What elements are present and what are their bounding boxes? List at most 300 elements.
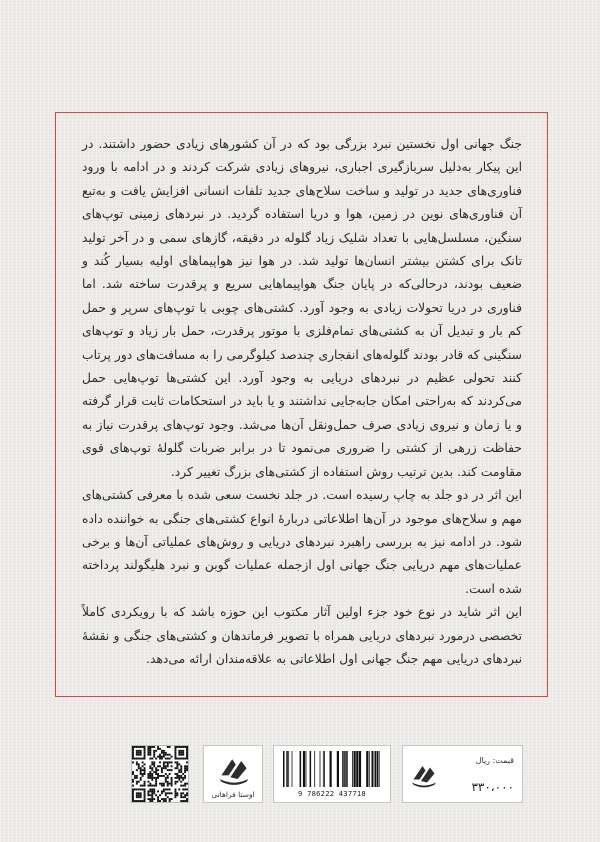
- qr-module: [140, 779, 142, 781]
- qr-module: [140, 785, 142, 787]
- qr-module: [167, 761, 169, 763]
- qr-module: [157, 748, 159, 750]
- barcode-bar: [314, 751, 315, 787]
- qr-module: [138, 788, 140, 790]
- qr-module: [147, 785, 149, 787]
- qr-module: [132, 758, 134, 760]
- qr-module: [174, 752, 176, 754]
- qr-module: [174, 756, 176, 758]
- qr-module: [151, 773, 153, 775]
- qr-module: [144, 771, 146, 773]
- qr-module: [138, 754, 140, 756]
- qr-module: [155, 785, 157, 787]
- qr-module: [151, 767, 153, 769]
- qr-module: [169, 769, 171, 771]
- qr-module: [153, 752, 155, 754]
- qr-module: [176, 775, 178, 777]
- publisher-logo-box: [203, 745, 263, 803]
- qr-module: [186, 758, 188, 760]
- qr-module: [136, 761, 138, 763]
- qr-module: [159, 794, 161, 796]
- qr-module: [149, 771, 151, 773]
- qr-module: [144, 790, 146, 792]
- barcode-bar: [324, 751, 325, 787]
- qr-module: [182, 750, 184, 752]
- qr-module: [174, 794, 176, 796]
- qr-module: [132, 750, 134, 752]
- qr-module: [153, 746, 155, 748]
- barcode-bars: [283, 751, 383, 787]
- qr-module: [147, 777, 149, 779]
- qr-module: [165, 788, 167, 790]
- qr-module: [132, 800, 134, 802]
- qr-module: [136, 794, 138, 796]
- qr-module: [184, 794, 186, 796]
- qr-module: [184, 746, 186, 748]
- barcode-bar: [369, 751, 370, 787]
- qr-module: [178, 777, 180, 779]
- qr-module: [171, 798, 173, 800]
- qr-module: [161, 790, 163, 792]
- qr-module: [149, 765, 151, 767]
- qr-module: [142, 785, 144, 787]
- qr-module: [144, 754, 146, 756]
- qr-module: [180, 767, 182, 769]
- qr-module: [151, 792, 153, 794]
- qr-module: [163, 754, 165, 756]
- qr-module: [169, 754, 171, 756]
- qr-module: [157, 756, 159, 758]
- qr-module: [178, 754, 180, 756]
- qr-module: [171, 769, 173, 771]
- qr-module: [153, 765, 155, 767]
- qr-module: [144, 752, 146, 754]
- qr-module: [140, 794, 142, 796]
- qr-module: [144, 800, 146, 802]
- qr-module: [159, 758, 161, 760]
- qr-module: [142, 773, 144, 775]
- qr-module: [180, 794, 182, 796]
- qr-module: [178, 788, 180, 790]
- qr-module: [169, 800, 171, 802]
- qr-module: [184, 777, 186, 779]
- qr-module: [174, 796, 176, 798]
- qr-module: [155, 767, 157, 769]
- qr-module: [159, 754, 161, 756]
- qr-module: [157, 790, 159, 792]
- qr-module: [180, 792, 182, 794]
- barcode-bar: [292, 751, 293, 787]
- qr-module: [142, 788, 144, 790]
- qr-module: [163, 761, 165, 763]
- qr-module: [151, 769, 153, 771]
- qr-module: [144, 763, 146, 765]
- qr-module: [132, 781, 134, 783]
- qr-module: [147, 798, 149, 800]
- qr-module: [161, 775, 163, 777]
- qr-module: [174, 750, 176, 752]
- qr-module: [182, 792, 184, 794]
- qr-module: [138, 763, 140, 765]
- qr-module: [182, 754, 184, 756]
- qr-module: [167, 788, 169, 790]
- qr-module: [180, 769, 182, 771]
- qr-module: [171, 792, 173, 794]
- qr-module: [171, 783, 173, 785]
- qr-module: [140, 752, 142, 754]
- qr-module: [132, 779, 134, 781]
- qr-module: [178, 750, 180, 752]
- qr-module: [186, 767, 188, 769]
- qr-module: [144, 748, 146, 750]
- qr-module: [169, 792, 171, 794]
- qr-module: [132, 798, 134, 800]
- qr-module: [169, 773, 171, 775]
- qr-module: [147, 794, 149, 796]
- qr-module: [136, 781, 138, 783]
- qr-module: [184, 788, 186, 790]
- qr-module: [174, 748, 176, 750]
- qr-module: [165, 798, 167, 800]
- qr-module: [178, 775, 180, 777]
- qr-module: [144, 792, 146, 794]
- qr-module: [176, 763, 178, 765]
- qr-module: [157, 773, 159, 775]
- qr-module: [136, 788, 138, 790]
- qr-module: [136, 796, 138, 798]
- qr-module: [149, 777, 151, 779]
- qr-module: [157, 775, 159, 777]
- qr-module: [161, 783, 163, 785]
- qr-module: [144, 785, 146, 787]
- qr-module: [151, 775, 153, 777]
- back-cover-blurb: [82, 133, 522, 671]
- qr-module: [144, 798, 146, 800]
- barcode-bar: [286, 751, 288, 787]
- publisher-logo-icon: [216, 752, 252, 788]
- qr-module: [159, 761, 161, 763]
- qr-module: [144, 767, 146, 769]
- qr-module: [138, 765, 140, 767]
- qr-module: [138, 758, 140, 760]
- qr-module: [142, 769, 144, 771]
- qr-module: [186, 798, 188, 800]
- qr-module: [178, 771, 180, 773]
- qr-module: [174, 761, 176, 763]
- barcode-bar: [337, 751, 339, 787]
- qr-module: [144, 773, 146, 775]
- qr-module: [169, 761, 171, 763]
- qr-module: [178, 752, 180, 754]
- qr-module: [182, 800, 184, 802]
- qr-module: [155, 779, 157, 781]
- qr-module: [132, 790, 134, 792]
- qr-module: [180, 750, 182, 752]
- barcode-bar: [375, 751, 377, 787]
- qr-module: [151, 798, 153, 800]
- qr-module: [163, 788, 165, 790]
- qr-module: [165, 781, 167, 783]
- qr-module: [180, 765, 182, 767]
- qr-module: [151, 763, 153, 765]
- qr-module: [136, 800, 138, 802]
- qr-module: [182, 773, 184, 775]
- paragraph-intro: جنگ جهانی اول نخستین نبرد بزرگی بود که در آن کشورهای زیادی حضور داشتند. در این پیکار به‌دلیل سربازگیری اجباری، نیروهای زیادی شرکت کردند و در ادامه با ورود فناوری‌های جدید در تولید و ساخت سلاح‌های جدید تلفات انسانی افزایش یافت و به‌تبع آن فناوری‌های نوین در زمین، هوا و دریا استفاده گردید. در نبردهای زمینی توپ‌های سنگین، مسلسل‌هایی با تعداد شلیک زیاد گلوله در دقیقه، گازهای سمی و در آخر تولید تانک برای کشتن بیشتر انسان‌ها تولید شد. در هوا نیز هواپیماهای اولیه بسیار کُند و ضعیف بودند، درحالی‌که در پایان جنگ هواپیماهایی سریع و پرقدرت ساخته شد. اما فناوری در دریا تحولات زیادی به وجود آورد. کشتی‌های چوبی با توپ‌های سرپر و حمل کم بار و تبدیل آن به کشتی‌های تمام‌فلزی با موتور پرقدرت، حمل بار زیاد و توپ‌های سنگینی که قادر بودند گلوله‌های انفجاری چندصد کیلوگرمی را به مسافت‌های دور پرتاب کنند تحولی عظیم در نبردهای دریایی به وجود آورد. این کشتی‌ها توپ‌هایی حمل می‌کردند که به‌راحتی امکان جابه‌جایی نداشتند و یا باید در استحکامات ثابت قرار گرفته و یا زمان و نیروی زیادی صرف حمل‌ونقل آن‌ها می‌شد. وجود توپ‌های پرقدرت نیاز به حفاظت زرهی از کشتی را ضروری می‌نمود تا در برابر ضربات گلولهٔ توپ‌های قوی مقاومت کند. بدین ترتیب روش استفاده از کشتی‌های بزرگ تغییر کرد.: [82, 137, 522, 479]
- qr-module: [163, 763, 165, 765]
- qr-module: [176, 777, 178, 779]
- qr-module: [165, 792, 167, 794]
- qr-module: [167, 783, 169, 785]
- barcode-bar: [283, 751, 285, 787]
- qr-module: [171, 779, 173, 781]
- qr-module: [176, 792, 178, 794]
- barcode-bar: [330, 751, 332, 787]
- price-box: [402, 745, 523, 803]
- qr-module: [178, 763, 180, 765]
- qr-module: [132, 794, 134, 796]
- qr-module: [182, 785, 184, 787]
- qr-module: [163, 752, 165, 754]
- qr-module: [182, 777, 184, 779]
- qr-module: [136, 775, 138, 777]
- qr-module: [165, 794, 167, 796]
- qr-module: [144, 781, 146, 783]
- qr-module: [142, 775, 144, 777]
- qr-module: [136, 758, 138, 760]
- barcode-bar: [356, 751, 358, 787]
- qr-module: [184, 767, 186, 769]
- qr-module: [140, 771, 142, 773]
- qr-module: [165, 752, 167, 754]
- qr-module: [161, 785, 163, 787]
- qr-module: [186, 748, 188, 750]
- qr-module: [174, 788, 176, 790]
- qr-module: [178, 769, 180, 771]
- qr-module: [167, 785, 169, 787]
- qr-module: [167, 758, 169, 760]
- qr-module: [149, 752, 151, 754]
- qr-module: [159, 756, 161, 758]
- qr-module: [149, 758, 151, 760]
- qr-module: [184, 800, 186, 802]
- qr-module: [149, 775, 151, 777]
- qr-module: [132, 752, 134, 754]
- barcode-bar: [306, 751, 307, 787]
- qr-module: [151, 796, 153, 798]
- qr-module: [155, 773, 157, 775]
- qr-module: [171, 785, 173, 787]
- qr-module: [153, 788, 155, 790]
- qr-module: [184, 783, 186, 785]
- barcode-bar: [342, 751, 344, 787]
- qr-module: [186, 800, 188, 802]
- qr-module: [163, 785, 165, 787]
- qr-module: [149, 785, 151, 787]
- qr-module: [136, 752, 138, 754]
- qr-module: [134, 758, 136, 760]
- barcode-number: 9 786222 437718: [298, 789, 366, 798]
- qr-module: [186, 788, 188, 790]
- qr-module: [155, 777, 157, 779]
- barcode-bar: [352, 751, 353, 787]
- price-label: قیمت: ریال: [475, 756, 514, 765]
- qr-module: [157, 800, 159, 802]
- qr-module: [174, 777, 176, 779]
- qr-module: [186, 769, 188, 771]
- qr-module: [165, 754, 167, 756]
- qr-module: [153, 790, 155, 792]
- qr-module: [155, 758, 157, 760]
- qr-module: [144, 758, 146, 760]
- qr-module: [153, 750, 155, 752]
- qr-module: [176, 761, 178, 763]
- qr-module: [180, 800, 182, 802]
- qr-module: [159, 800, 161, 802]
- qr-module: [144, 794, 146, 796]
- qr-module: [165, 767, 167, 769]
- qr-module: [174, 754, 176, 756]
- qr-module: [144, 750, 146, 752]
- qr-module: [171, 761, 173, 763]
- barcode-bar: [303, 751, 305, 787]
- barcode-bar: [288, 751, 289, 787]
- qr-module: [142, 765, 144, 767]
- qr-module: [174, 758, 176, 760]
- qr-module: [159, 775, 161, 777]
- paragraph-volumes: این اثر در دو جلد به چاپ رسیده است. در جلد نخست سعی شده با معرفی کشتی‌های مهم و سلاح‌های موجود در آن‌ها اطلاعاتی دربارهٔ انواع کشتی‌های جنگی به خواننده داده شود. در ادامه نیز به بررسی راهبرد نبردهای دریایی و روش‌های عملیاتی آن‌ها و برخی عملیات‌های مهم دریایی جنگ جهانی اول ازجمله عملیات گوبن و نبرد هلیگولند پرداخته شده است.: [82, 488, 522, 596]
- qr-module: [149, 746, 151, 748]
- qr-module: [149, 783, 151, 785]
- qr-module: [174, 781, 176, 783]
- price-value: ۳۳۰،۰۰۰: [471, 780, 514, 794]
- barcode-bar: [374, 751, 375, 787]
- qr-module: [149, 767, 151, 769]
- qr-module: [149, 790, 151, 792]
- qr-module: [167, 763, 169, 765]
- qr-module: [180, 758, 182, 760]
- barcode-bar: [366, 751, 368, 787]
- qr-module: [151, 790, 153, 792]
- qr-module: [151, 785, 153, 787]
- qr-module: [176, 781, 178, 783]
- qr-module: [184, 771, 186, 773]
- qr-module: [140, 792, 142, 794]
- qr-module: [144, 769, 146, 771]
- qr-module: [163, 798, 165, 800]
- qr-module: [161, 767, 163, 769]
- qr-module: [174, 746, 176, 748]
- qr-module: [169, 758, 171, 760]
- qr-module: [178, 758, 180, 760]
- qr-module: [165, 773, 167, 775]
- qr-module: [155, 771, 157, 773]
- qr-module: [176, 767, 178, 769]
- qr-module: [138, 796, 140, 798]
- qr-module: [165, 765, 167, 767]
- barcode-bar: [320, 751, 321, 787]
- barcode-bar: [359, 751, 361, 787]
- barcode-bar: [346, 751, 348, 787]
- qr-module: [151, 788, 153, 790]
- qr-module: [159, 748, 161, 750]
- qr-module: [176, 794, 178, 796]
- barcode-bar: [310, 751, 312, 787]
- qr-module: [180, 752, 182, 754]
- qr-module: [153, 763, 155, 765]
- qr-module: [136, 777, 138, 779]
- qr-module: [144, 788, 146, 790]
- isbn-barcode: [273, 745, 391, 803]
- qr-module: [147, 773, 149, 775]
- qr-module: [134, 777, 136, 779]
- qr-module: [132, 748, 134, 750]
- qr-module: [134, 800, 136, 802]
- qr-module: [174, 792, 176, 794]
- qr-module: [136, 783, 138, 785]
- qr-module: [165, 761, 167, 763]
- qr-module: [174, 790, 176, 792]
- qr-module: [186, 765, 188, 767]
- qr-module: [161, 750, 163, 752]
- barcode-bar: [354, 751, 356, 787]
- qr-module: [182, 796, 184, 798]
- qr-module: [184, 769, 186, 771]
- qr-module: [144, 746, 146, 748]
- qr-module: [136, 769, 138, 771]
- qr-module: [140, 746, 142, 748]
- qr-module: [180, 785, 182, 787]
- qr-module: [147, 754, 149, 756]
- qr-module: [180, 771, 182, 773]
- qr-module: [155, 750, 157, 752]
- qr-module: [180, 775, 182, 777]
- barcode-bar: [344, 751, 346, 787]
- qr-module: [163, 750, 165, 752]
- qr-module: [147, 752, 149, 754]
- qr-module: [163, 783, 165, 785]
- barcode-bar: [323, 751, 324, 787]
- qr-module: [149, 800, 151, 802]
- qr-module: [163, 767, 165, 769]
- qr-module: [180, 754, 182, 756]
- qr-module: [153, 756, 155, 758]
- qr-module: [174, 783, 176, 785]
- qr-module: [140, 750, 142, 752]
- qr-module: [163, 756, 165, 758]
- qr-module: [159, 783, 161, 785]
- qr-module: [157, 746, 159, 748]
- qr-module: [136, 792, 138, 794]
- qr-module: [147, 790, 149, 792]
- qr-module: [140, 758, 142, 760]
- qr-module: [169, 746, 171, 748]
- qr-module: [180, 777, 182, 779]
- qr-module: [153, 754, 155, 756]
- qr-module: [132, 746, 134, 748]
- qr-module: [134, 788, 136, 790]
- qr-module: [132, 754, 134, 756]
- qr-module: [176, 773, 178, 775]
- qr-module: [176, 746, 178, 748]
- qr-module: [161, 769, 163, 771]
- qr-module: [147, 746, 149, 748]
- qr-module: [176, 758, 178, 760]
- qr-module: [138, 752, 140, 754]
- qr-module: [140, 796, 142, 798]
- qr-module: [151, 779, 153, 781]
- qr-module: [138, 781, 140, 783]
- qr-module: [157, 769, 159, 771]
